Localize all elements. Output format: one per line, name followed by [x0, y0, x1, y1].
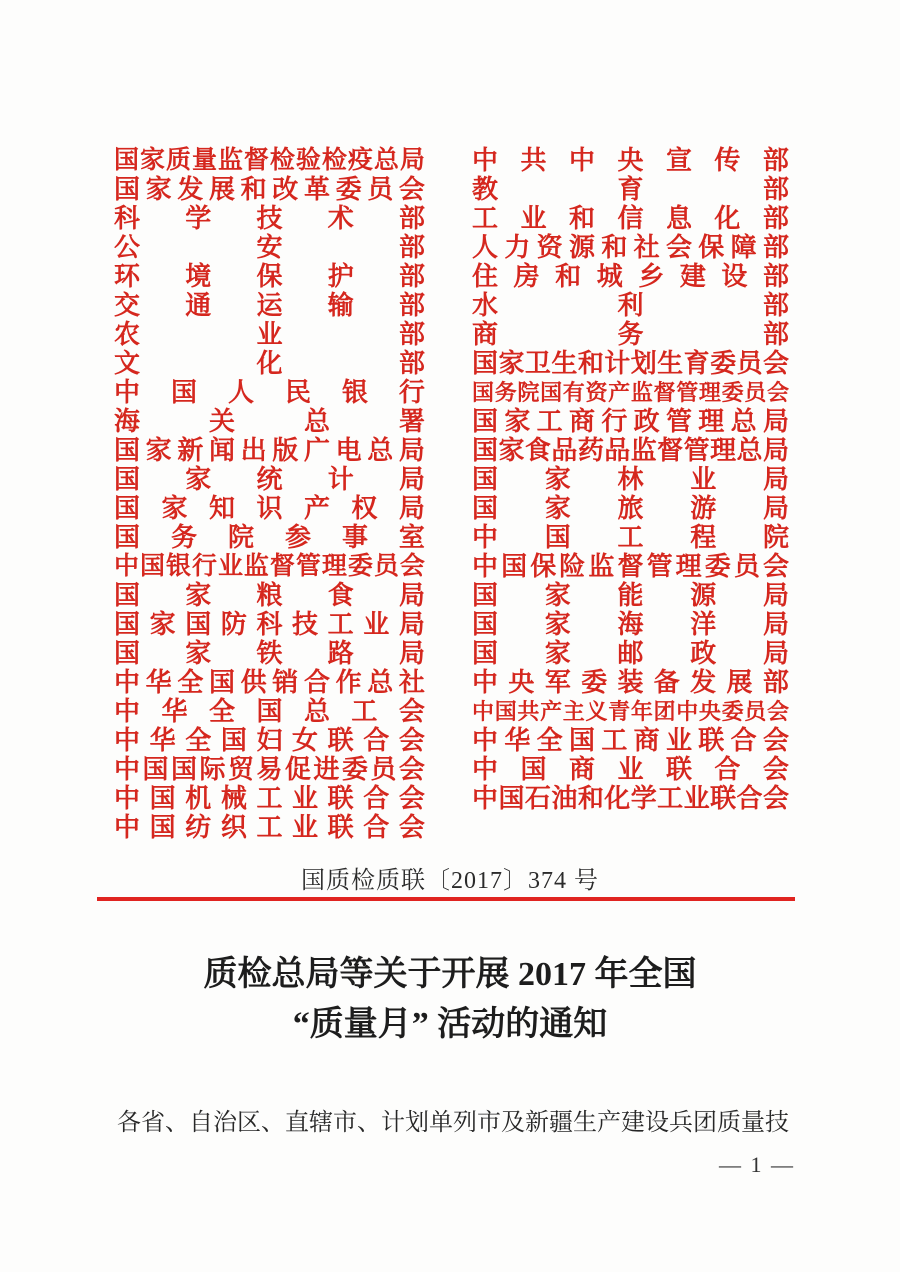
agency-line: 国 家 旅 游 局 [472, 494, 789, 523]
agency-line: 中 国 石 油 和 化 学 工 业 联 合 会 [472, 784, 789, 813]
agency-line: 国 家 发 展 和 改 革 委 员 会 [114, 175, 425, 204]
agency-line: 水 利 部 [472, 291, 789, 320]
document-title [0, 950, 900, 1050]
agency-line: 国 家 海 洋 局 [472, 610, 789, 639]
agency-line: 中 华 全 国 妇 女 联 合 会 [114, 726, 425, 755]
agency-line: 中 国 工 程 院 [472, 523, 789, 552]
agency-line: 文 化 部 [114, 349, 425, 378]
red-separator-rule [97, 897, 795, 901]
agency-line: 工 业 和 信 息 化 部 [472, 204, 789, 233]
agency-line: 中 国 人 民 银 行 [114, 378, 425, 407]
agency-line: 中 华 全 国 工 商 业 联 合 会 [472, 726, 789, 755]
document-number: 国质检质联〔2017〕374 号 [301, 868, 599, 894]
agency-line: 中 华 全 国 供 销 合 作 总 社 [114, 668, 425, 697]
agency-line: 国 家 粮 食 局 [114, 581, 425, 610]
agency-line: 中 国 共 产 主 义 青 年 团 中 央 委 员 会 [472, 699, 789, 724]
agency-line: 住 房 和 城 乡 建 设 部 [472, 262, 789, 291]
agency-line: 交 通 运 输 部 [114, 291, 425, 320]
agency-line: 科 学 技 术 部 [114, 204, 425, 233]
agency-line: 国 家 卫 生 和 计 划 生 育 委 员 会 [472, 349, 789, 378]
agency-line: 农 业 部 [114, 320, 425, 349]
agency-line: 中 华 全 国 总 工 会 [114, 697, 425, 726]
agency-line: 人 力 资 源 和 社 会 保 障 部 [472, 233, 789, 262]
agency-line: 教 育 部 [472, 175, 789, 204]
agency-line: 国 家 邮 政 局 [472, 639, 789, 668]
agency-line: 中 国 国 际 贸 易 促 进 委 员 会 [114, 755, 425, 784]
agency-line: 国 家 铁 路 局 [114, 639, 425, 668]
agency-line: 国 务 院 国 有 资 产 监 督 管 理 委 员 会 [472, 380, 789, 405]
agency-column-left [114, 146, 425, 842]
agency-line: 国 家 新 闻 出 版 广 电 总 局 [114, 436, 425, 465]
agency-line: 中 国 机 械 工 业 联 合 会 [114, 784, 425, 813]
agency-line: 中 国 纺 织 工 业 联 合 会 [114, 813, 425, 842]
agency-line: 中 央 军 委 装 备 发 展 部 [472, 668, 789, 697]
agency-line: 国 家 食 品 药 品 监 督 管 理 总 局 [472, 436, 789, 465]
page-number: — 1 — [719, 1152, 795, 1177]
agency-line: 海 关 总 署 [114, 407, 425, 436]
agency-line: 国 家 知 识 产 权 局 [114, 494, 425, 523]
salutation-line: 各省、自治区、直辖市、计划单列市及新疆生产建设兵团质量技 [117, 1110, 789, 1136]
agency-line: 中 国 银 行 业 监 督 管 理 委 员 会 [114, 553, 425, 580]
agency-line: 中 国 商 业 联 合 会 [472, 755, 789, 784]
agency-line: 国 家 统 计 局 [114, 465, 425, 494]
agency-line: 国 务 院 参 事 室 [114, 523, 425, 552]
agency-line: 国 家 工 商 行 政 管 理 总 局 [472, 407, 789, 436]
agency-line: 公 安 部 [114, 233, 425, 262]
agency-line: 国 家 林 业 局 [472, 465, 789, 494]
agency-line: 中 国 保 险 监 督 管 理 委 员 会 [472, 552, 789, 581]
agency-line: 国 家 国 防 科 技 工 业 局 [114, 610, 425, 639]
agency-line: 中 共 中 央 宣 传 部 [472, 146, 789, 175]
document-title-line-1: 质检总局等关于开展 2017 年全国 [203, 956, 697, 993]
agency-line: 国 家 能 源 局 [472, 581, 789, 610]
agency-line: 国 家 质 量 监 督 检 验 检 疫 总 局 [114, 147, 425, 174]
agency-column-right [472, 146, 789, 813]
document-title-line-2: “质量月” 活动的通知 [292, 1006, 608, 1043]
agency-line: 商 务 部 [472, 320, 789, 349]
agency-line: 环 境 保 护 部 [114, 262, 425, 291]
